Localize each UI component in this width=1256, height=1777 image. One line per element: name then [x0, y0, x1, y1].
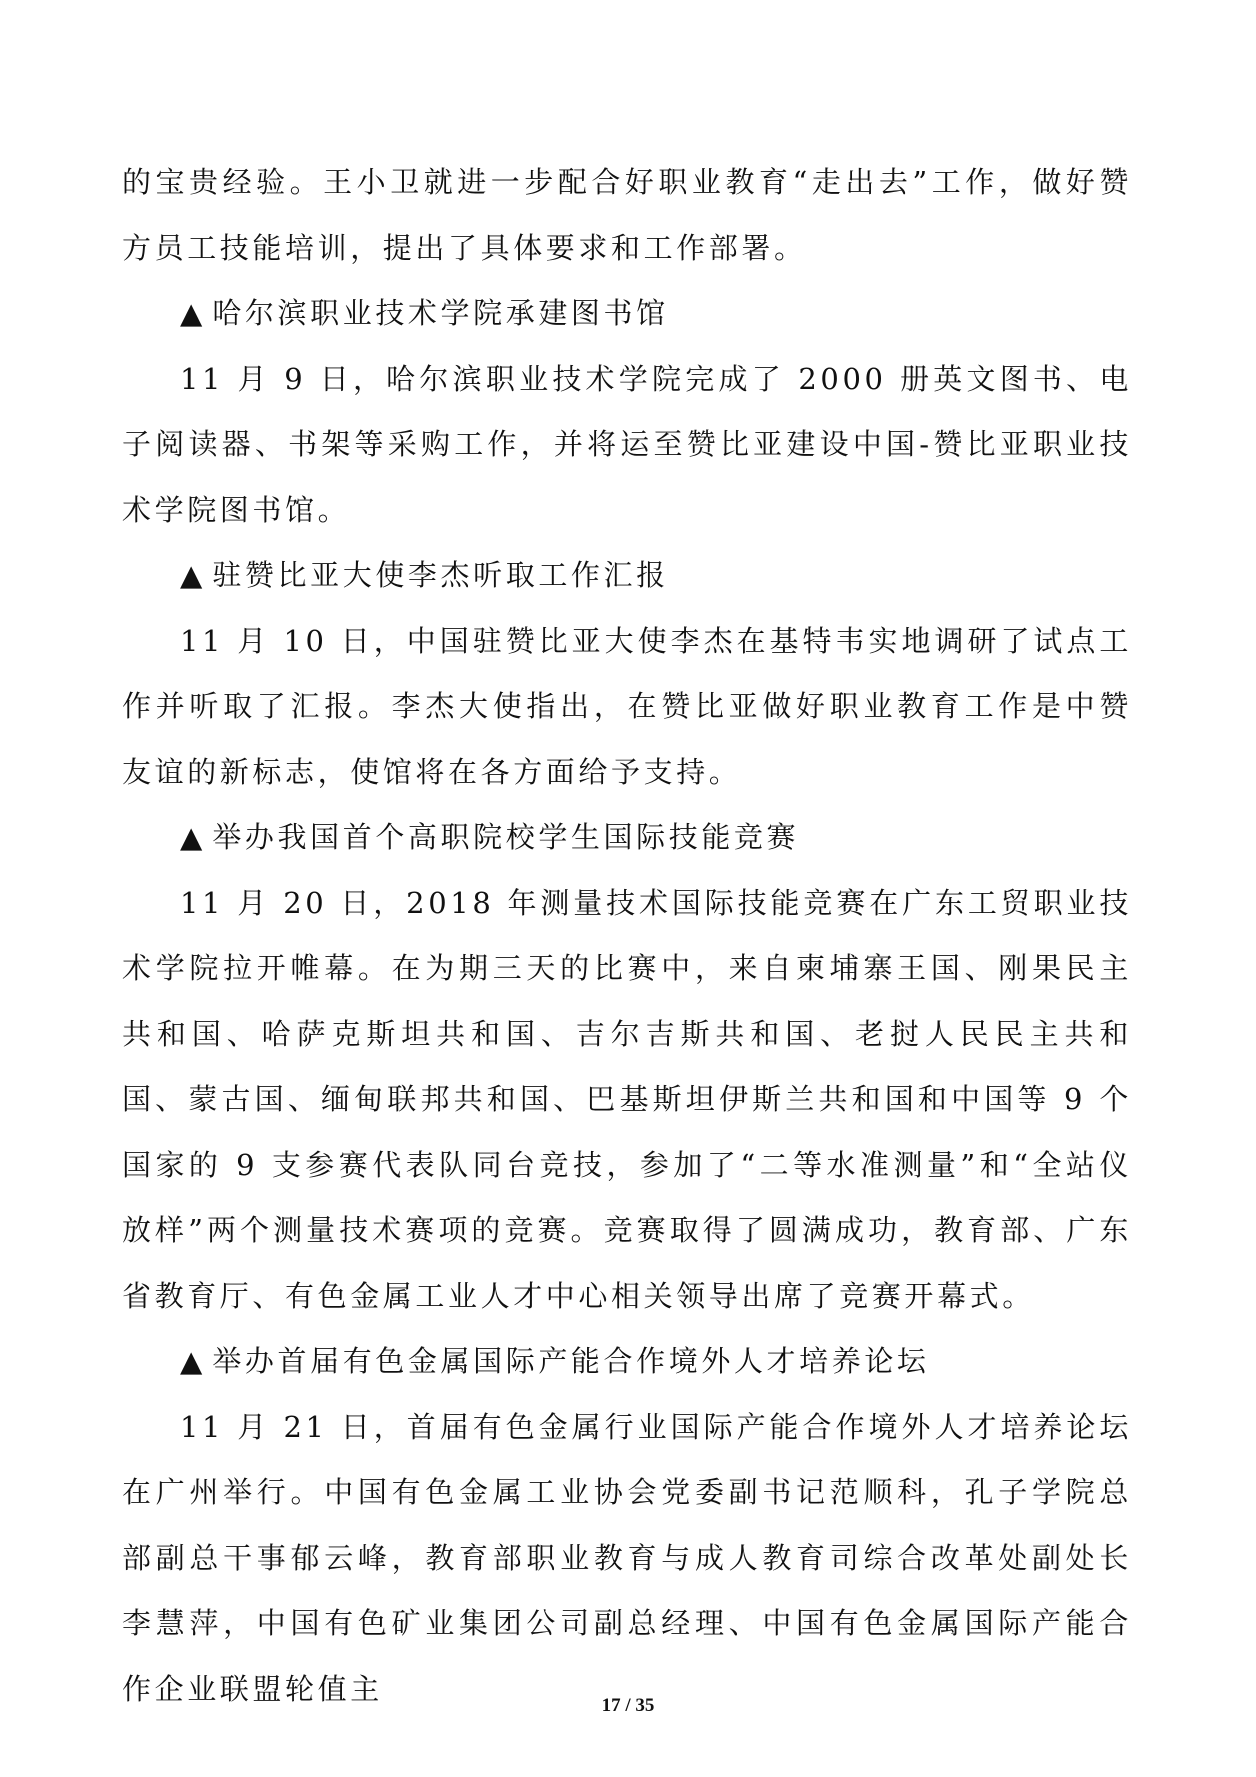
paragraph-ambassador: 11 月 10 日，中国驻赞比亚大使李杰在基特韦实地调研了试点工作并听取了汇报。李杰大使指出，在赞比亚做好职业教育工作是中赞友谊的新标志，使馆将在各方面给予支持。 [122, 623, 1132, 789]
section-heading-ambassador [122, 543, 1132, 609]
section-heading-text: 哈尔滨职业技术学院承建图书馆 [212, 296, 669, 330]
section-heading-competition [122, 805, 1132, 871]
page-number: 17 / 35 [601, 1695, 655, 1716]
triangle-bullet-icon: ▲ [180, 296, 203, 330]
paragraph-forum: 11 月 21 日，首届有色金属行业国际产能合作境外人才培养论坛在广州举行。中国有色金属工业协会党委副书记范顺科，孔子学院总部副总干事郁云峰，教育部职业教育与成人教育司综合改革处副处长李慧萍，中国有色矿业集团公司副总经理、中国有色金属国际产能合作企业联盟轮值主 [122, 1409, 1132, 1706]
section-heading-text: 举办首届有色金属国际产能合作境外人才培养论坛 [212, 1344, 930, 1378]
triangle-bullet-icon: ▲ [180, 820, 203, 854]
paragraph-library: 11 月 9 日，哈尔滨职业技术学院完成了 2000 册英文图书、电子阅读器、书架等采购工作，并将运至赞比亚建设中国-赞比亚职业技术学院图书馆。 [122, 361, 1132, 527]
triangle-bullet-icon: ▲ [180, 558, 203, 592]
document-body [122, 150, 1132, 1722]
section-heading-library [122, 281, 1132, 347]
section-heading-forum [122, 1329, 1132, 1395]
paragraph-competition: 11 月 20 日，2018 年测量技术国际技能竞赛在广东工贸职业技术学院拉开帷幕。在为期三天的比赛中，来自柬埔寨王国、刚果民主共和国、哈萨克斯坦共和国、吉尔吉斯共和国、老挝人民民主共和国、蒙古国、缅甸联邦共和国、巴基斯坦伊斯兰共和国和中国等 9 个国家的 9 支参赛代表队同台竞技，参加了“二等水准测量”和“全站仪放样”两个测量技术赛项的竞赛。竞赛取得了圆满成功，教育部、广东省教育厅、有色金属工业人才中心相关领导出席了竞赛开幕式。 [122, 885, 1132, 1313]
paragraph-continuation: 的宝贵经验。王小卫就进一步配合好职业教育“走出去”工作，做好赞方员工技能培训，提出了具体要求和工作部署。 [122, 165, 1132, 265]
triangle-bullet-icon: ▲ [180, 1344, 203, 1378]
section-heading-text: 驻赞比亚大使李杰听取工作汇报 [212, 558, 669, 592]
section-heading-text: 举办我国首个高职院校学生国际技能竞赛 [212, 820, 800, 854]
